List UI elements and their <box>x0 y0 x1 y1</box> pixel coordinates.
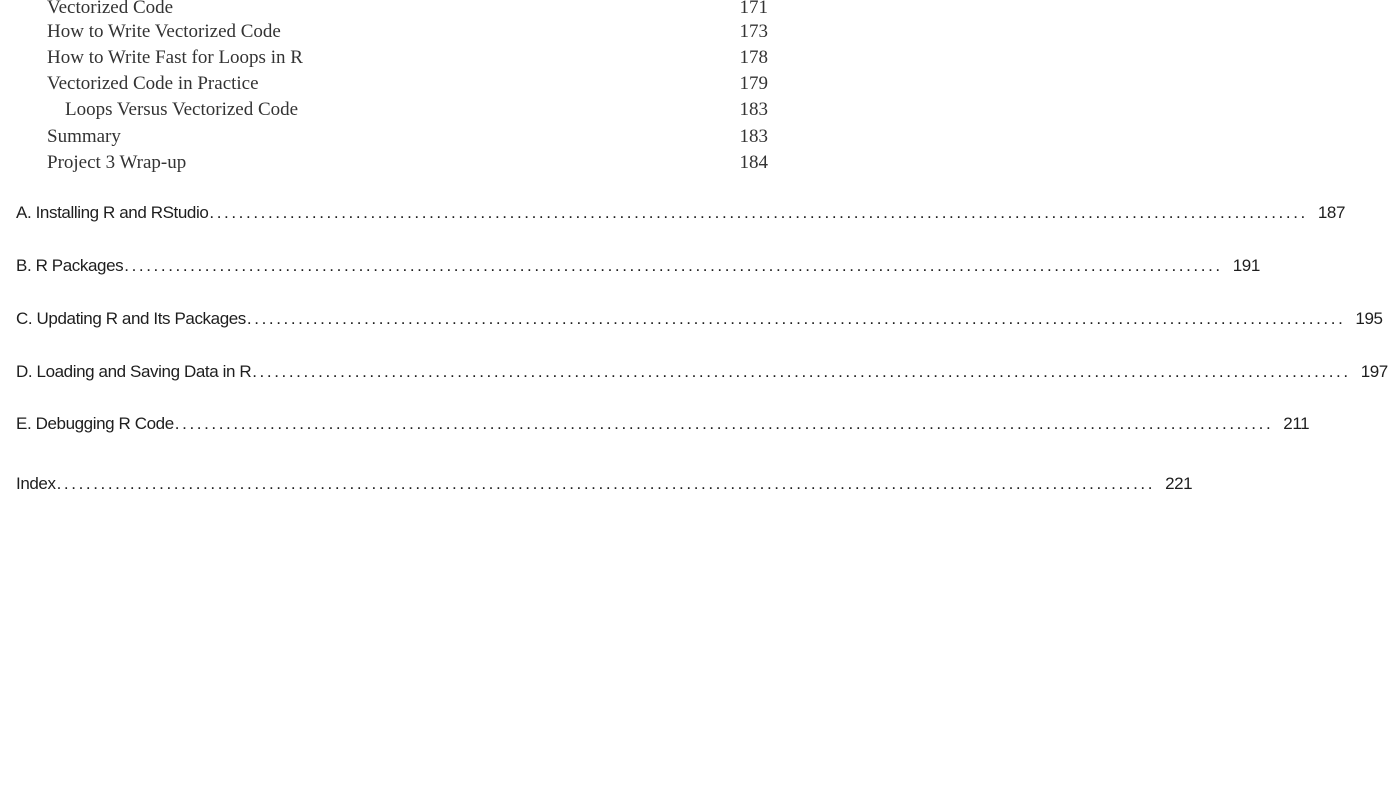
toc-entry-page-number: 178 <box>739 47 768 68</box>
toc-entry-page-number: 173 <box>739 21 768 42</box>
toc-appendix-e[interactable] <box>16 410 1310 438</box>
dot-leader: ...................................................................................................................................................... <box>252 362 1351 381</box>
toc-entry-vectorized-code[interactable] <box>0 0 800 21</box>
toc-appendix-d[interactable] <box>16 358 1388 386</box>
toc-entry-page-number: 191 <box>1232 256 1260 275</box>
toc-entry-title: How to Write Fast for Loops in R <box>47 47 303 68</box>
toc-entry-page-number: 211 <box>1283 414 1310 433</box>
toc-entry-title: How to Write Vectorized Code <box>47 21 281 42</box>
toc-entry-title: B. R Packages <box>16 256 124 275</box>
toc-entry-title: Project 3 Wrap-up <box>47 152 187 173</box>
dot-leader: ...................................................................................................................................................... <box>56 474 1156 493</box>
toc-appendix-a[interactable] <box>16 199 1346 227</box>
toc-entry-title: A. Installing R and RStudio <box>16 203 209 222</box>
dot-leader: ...................................................................................................................................................... <box>209 203 1308 222</box>
toc-entry-page-number: 187 <box>1317 203 1346 222</box>
toc-entry-loops-versus-vectorized-code[interactable] <box>0 97 800 123</box>
toc-entry-page-number: 184 <box>739 152 768 173</box>
toc-entry-page-number: 179 <box>739 73 768 94</box>
toc-entry-title: Vectorized Code in Practice <box>47 73 259 94</box>
dot-leader: ...................................................................................................................................................... <box>174 414 1274 433</box>
toc-entry-title: D. Loading and Saving Data in R <box>16 362 252 381</box>
toc-entry-project-3-wrap-up[interactable] <box>0 150 800 176</box>
toc-entry-vectorized-code-in-practice[interactable] <box>0 71 800 97</box>
dot-leader: ...................................................................................................................................................... <box>124 256 1223 275</box>
toc-entry-title: Summary <box>47 126 121 147</box>
toc-entry-page-number: 221 <box>1165 474 1193 493</box>
toc-entry-title: Index <box>16 474 56 493</box>
toc-entry-title: Loops Versus Vectorized Code <box>65 99 299 120</box>
toc-entry-how-to-write-vectorized-code[interactable] <box>0 19 800 45</box>
dot-leader: ...................................................................................................................................................... <box>246 309 1346 328</box>
toc-appendix-c[interactable] <box>16 305 1383 333</box>
toc-entry-page-number: 197 <box>1360 362 1388 381</box>
toc-entry-fast-for-loops[interactable] <box>0 45 800 71</box>
toc-entry-title: Vectorized Code <box>47 0 174 18</box>
toc-index[interactable] <box>16 470 1193 498</box>
toc-entry-page-number: 183 <box>739 99 768 120</box>
toc-entry-page-number: 171 <box>739 0 768 18</box>
toc-entry-title: E. Debugging R Code <box>16 414 174 433</box>
toc-appendix-b[interactable] <box>16 252 1260 280</box>
toc-entry-page-number: 195 <box>1355 309 1383 328</box>
toc-entry-title: C. Updating R and Its Packages <box>16 309 246 328</box>
toc-entry-page-number: 183 <box>739 126 768 147</box>
toc-entry-summary[interactable] <box>0 124 800 150</box>
